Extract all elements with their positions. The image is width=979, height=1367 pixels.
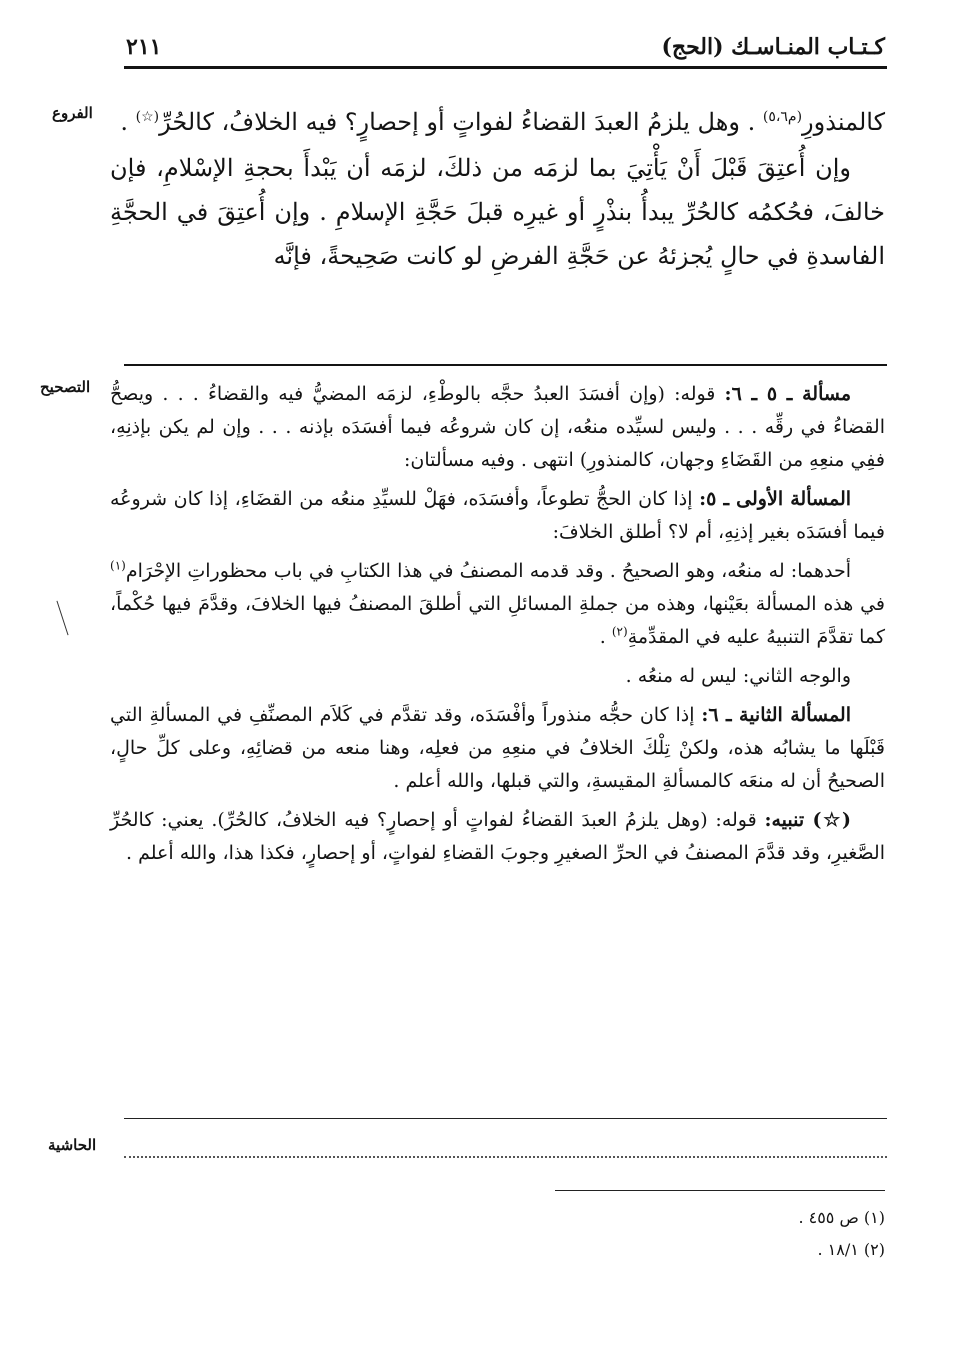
main-p1-b: . وهل يلزمُ العبدَ القضاءُ لفواتٍ أو إحصارٍ؟ فيه الخلافُ، كالحُرِّ: [159, 108, 763, 136]
commentary-text: [110, 378, 885, 876]
main-text: [110, 100, 885, 278]
commentary-paragraph-5: [110, 699, 885, 798]
commentary-p2-heading: المسألة الأولى ـ ٥:: [699, 488, 852, 510]
commentary-p5-heading: المسألة الثانية ـ ٦:: [701, 704, 851, 726]
main-p1-ref2: (☆): [135, 109, 160, 125]
margin-mark: [56, 601, 68, 636]
main-p1-a: كالمنذورِ: [802, 108, 885, 136]
commentary-p1-heading: مسألة ـ ٥ ـ ٦:: [724, 383, 852, 405]
commentary-paragraph-3: [110, 555, 885, 654]
side-label-furu: الفروع: [52, 104, 93, 122]
hashiya-dotted-line: [124, 1156, 887, 1158]
commentary-p3-c: .: [599, 626, 612, 648]
main-p1-ref: (م٥،٦): [762, 109, 803, 125]
main-p1-c: .: [120, 108, 136, 136]
main-paragraph-2: وإن أُعتِقَ قَبْلَ أَنْ يَأْتِيَ بما لزمَه من ذلكَ، لزمَه أن يَبْدأَ بحجةِ الإسْلامِ، فإن خالفَ، فحُكمُه كالحُرِّ يبدأُ بنذْرٍ أو غيرِه قبلَ حَجَّةِ الإسلامِ . وإن أُعتِقَ في الحجَّةِ الفاسدةِ في حالٍ يُجزئهُ عن حَجَّةِ الفرضِ لو كانت صَحِيحةً، فإنَّه: [110, 154, 885, 270]
commentary-p5-body: إذا كان حجُّه منذوراً وأفْسَدَه، وقد تقدَّم في كَلاَم المصنِّفِ في المسألةِ التي قَبْلَها ما يشابُه هذه، ولكنْ تِلْكَ الخلافُ في منعِهِ من فعلِه، وهنا منعه من قضائِهِ، وعلى كلِّ حالٍ، الصحيحُ أن له منعَه كالمسألةِ المقيسةِ، والتي قبلها، والله أعلم .: [110, 704, 885, 792]
commentary-p6-heading: (☆) تنبيه:: [764, 809, 852, 831]
commentary-p3-b: في هذه المسألة بعَيْنها، وهذه من جملةِ المسائلِ التي أطلقَ المصنفُ فيها الخلافَ، وقدَّمَ فيها حُكْماً، كما تقدَّمَ التنبيهُ عليه في المقدِّمةِ: [110, 593, 885, 648]
commentary-p2-body: إذا كان الحجُّ تطوعاً، وأفسَدَه، فهَلْ للسيِّدِ منعُه من القضَاءِ، إذا كان شروعُه فيما أفسَدَه بغير إذنِهِ، أم لا؟ أطلق الخلافَ:: [110, 488, 885, 543]
running-header-title: كـتـاب المنـاسـك (الحج): [661, 34, 885, 60]
commentary-end-rule: [124, 1118, 887, 1119]
footnote-2: (٢) ١٨/١ .: [817, 1240, 885, 1259]
commentary-p6-body: قوله: (وهل يلزمُ العبدَ القضاءُ لفواتٍ أو إحصارٍ؟ فيه الخلافُ، كالحُرِّ). يعني: كالحُرِّ الصَّغيرِ، وقد قدَّمَ المصنفُ في الحرِّ الصغيرِ وجوبَ القضاءِ لفواتٍ، أو إحصارٍ، فكذا هذا، والله أعلم .: [110, 809, 885, 864]
commentary-paragraph-2: [110, 483, 885, 549]
side-label-hashiya: الحاشية: [48, 1136, 97, 1154]
header-rule: [124, 66, 887, 69]
commentary-paragraph-6: [110, 804, 885, 870]
commentary-p3-ref1: (١): [110, 558, 126, 573]
main-paragraph-1: [110, 100, 885, 144]
commentary-paragraph-1: [110, 378, 885, 477]
commentary-p3-a: أحدهما: له منعُه، وهو الصحيحُ . وقد قدمه المصنفُ في هذا الكتابِ في باب محظوراتِ الإحْرَام: [125, 560, 851, 582]
commentary-paragraph-4: والوجه الثاني: ليس له منعُه .: [625, 665, 851, 687]
main-text-rule: [124, 364, 887, 366]
side-label-tashih: التصحيح: [40, 378, 91, 396]
footnote-separator: [555, 1190, 885, 1191]
footnote-1: (١) ص ٤٥٥ .: [798, 1208, 885, 1227]
page-number: ٢١١: [126, 34, 162, 60]
commentary-p1-body: قوله: (وإن أفسَدَ العبدُ حجَّه بالوطْءِ، لزمَه المضيُّ فيه والقضاءُ . . . ويصحُّ القضاءُ في رقِّه . . . وليس لسيِّده منعُه، إن كان شروعُه فيما أفسَدَه بإذنه . . . وإن لم يكن بإذنِهِ، ففِي منعِهِ من القَضَاءِ وجهان، كالمنذورِ) انتهى . وفيه مسألتان:: [110, 383, 885, 471]
commentary-p3-ref2: (٢): [611, 624, 628, 639]
